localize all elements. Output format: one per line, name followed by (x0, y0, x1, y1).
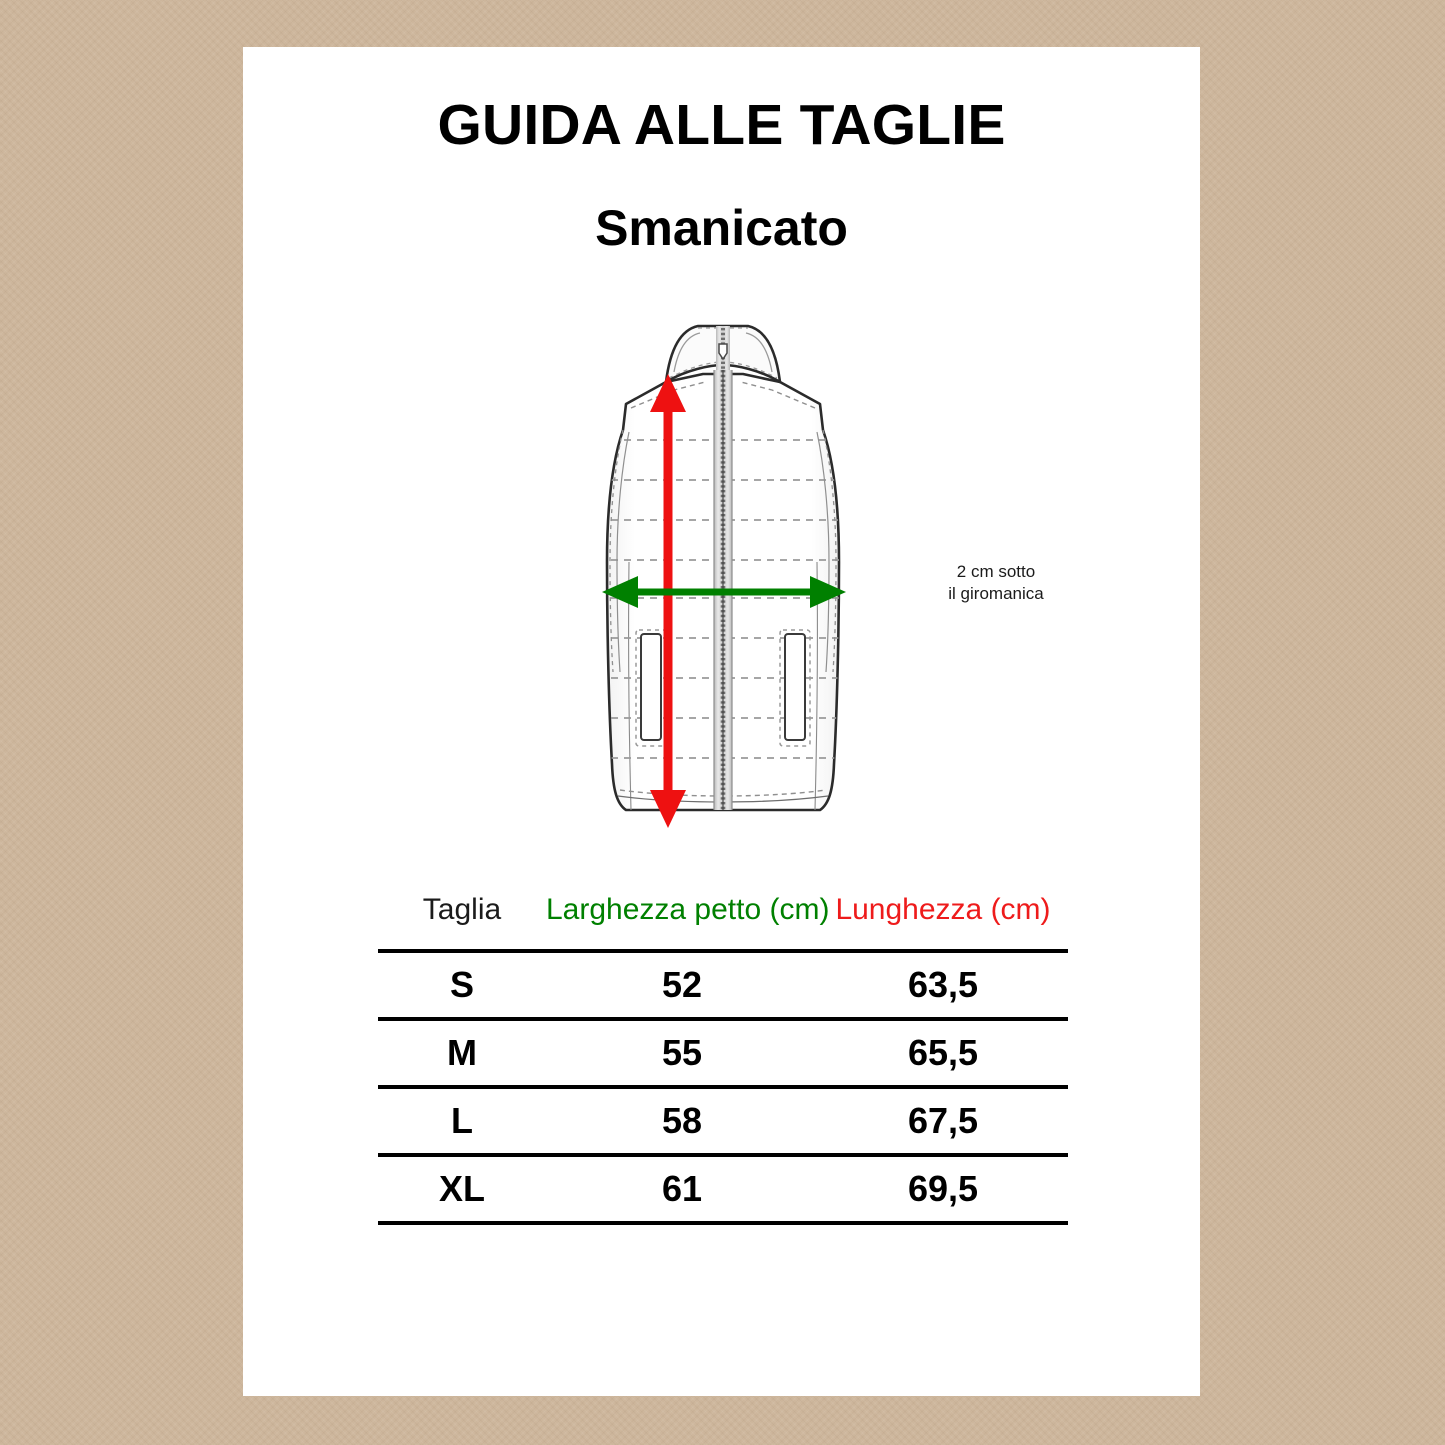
chest-measure-note (896, 561, 1096, 605)
size-guide-card (243, 47, 1200, 1396)
cell-size: L (378, 1087, 546, 1155)
cell-chest: 52 (546, 951, 818, 1019)
welt-pocket-right (780, 630, 810, 746)
vest-illustration (498, 312, 948, 872)
header-larghezza: Larghezza petto (cm) (546, 893, 830, 926)
table-row (378, 1087, 1068, 1155)
header-lunghezza: Lunghezza (cm) (835, 893, 1051, 926)
cell-length: 63,5 (818, 951, 1068, 1019)
cell-chest: 58 (546, 1087, 818, 1155)
cell-length: 67,5 (818, 1087, 1068, 1155)
size-table-header (378, 893, 1068, 951)
welt-pocket-left (636, 630, 666, 746)
chest-note-line-1: 2 cm sotto (956, 562, 1036, 581)
cell-chest: 55 (546, 1019, 818, 1087)
cell-size: M (378, 1019, 546, 1087)
cell-length: 65,5 (818, 1019, 1068, 1087)
size-table-body (378, 951, 1068, 1223)
table-row (378, 1155, 1068, 1223)
table-row (378, 1019, 1068, 1087)
size-table-container (378, 893, 1068, 1225)
table-row (378, 951, 1068, 1019)
chest-note-line-2: il giromanica (948, 583, 1044, 603)
cell-size: XL (378, 1155, 546, 1223)
header-taglia: Taglia (422, 893, 502, 926)
cell-size: S (378, 951, 546, 1019)
cell-length: 69,5 (818, 1155, 1068, 1223)
front-zipper (714, 348, 732, 810)
garment-subtitle: Smanicato (595, 200, 848, 256)
cell-chest: 61 (546, 1155, 818, 1223)
table-header-row (378, 893, 1068, 951)
page-title: GUIDA ALLE TAGLIE (437, 93, 1006, 157)
size-table (378, 893, 1068, 1225)
